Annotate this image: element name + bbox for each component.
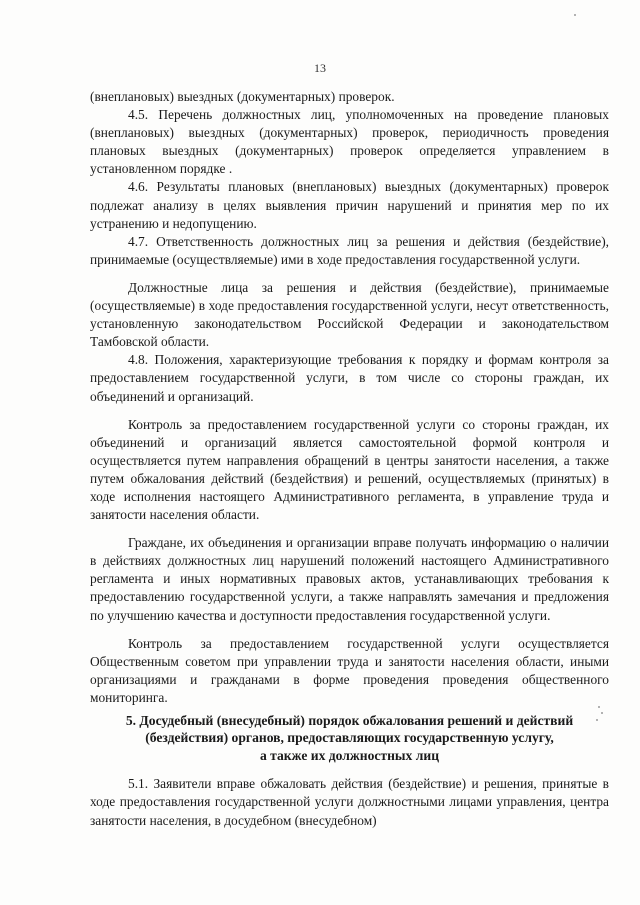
page-number: 13 <box>314 61 326 75</box>
paragraph-4-7: 4.7. Ответственность должностных лиц за решения и действия (бездействие), принимаемые (осуществляемые) ими в ходе предоставления государственной услуги. <box>90 233 609 267</box>
body-text <box>90 88 609 707</box>
paragraph-4-8: 4.8. Положения, характеризующие требования к порядку и формам контроля за предоставлением государственной услуги, в том числе со стороны граждан, их объединений и организаций. <box>90 352 609 404</box>
paragraph-4-6: 4.6. Результаты плановых (внеплановых) выездных (документарных) проверок подлежат анализу в целях выявления причин нарушений и принятия мер по их устранению и недопущению. <box>90 179 609 231</box>
paragraph-citizens: Граждане, их объединения и организации вправе получать информацию о наличии в действиях должностных лиц нарушений положений настоящего Административного регламента и иных нормативных правовых актов, устанавливающих требования к предоставлению государственной услуги, а также направлять замечания и предложения по улучшению качества и доступности предоставления государственной услуги. <box>90 535 609 623</box>
section-heading-line: 5. Досудебный (внесудебный) порядок обжалования решений и действий <box>125 713 574 728</box>
paragraph-continuation: (внеплановых) выездных (документарных) проверок. <box>90 89 395 104</box>
paragraph-control: Контроль за предоставлением государственной услуги со стороны граждан, их объединений и организаций является самостоятельной формой контроля и осуществляется путем направления обращений в центры занятости населения, а также путем обжалования действий (бездействия) и решений, осуществляемых (принятых) в ходе исполнения настоящего Административного регламента, в управление труда и занятости населения области. <box>90 416 609 523</box>
section-5-heading <box>90 712 609 764</box>
scan-speck <box>596 719 598 721</box>
final-text <box>90 775 609 830</box>
paragraph-public-council: Контроль за предоставлением государственной услуги осуществляется Общественным советом при управлении труда и занятости населения области, иными организациями и гражданами в форме проведения проведения общественного мониторинга. <box>90 635 609 705</box>
scan-speck <box>598 706 600 708</box>
paragraph-5-1: 5.1. Заявители вправе обжаловать действия (бездействие) и решения, принятые в ходе предоставления государственной услуги должностными лицами управления, центра занятости населения, в досудебном (внесудебном) <box>90 776 609 828</box>
paragraph-4-5: 4.5. Перечень должностных лиц, уполномоченных на проведение плановых (внеплановых) выездных (документарных) проверок, периодичность проведения плановых выездных (документарных) проверок определяется управлением в установленном порядке . <box>90 107 609 177</box>
section-heading-line: а также их должностных лиц <box>259 747 440 763</box>
scan-speck <box>601 712 603 714</box>
paragraph-responsibility: Должностные лица за решения и действия (бездействие), принимаемые (осуществляемые) в ходе предоставления государственной услуги, несут ответственность, установленную законодательством Российской Федерации и законодательством Тамбовской области. <box>90 279 609 350</box>
scan-speck <box>574 14 576 16</box>
section-heading-line: (бездействия) органов, предоставляющих государственную услугу, <box>145 730 554 746</box>
